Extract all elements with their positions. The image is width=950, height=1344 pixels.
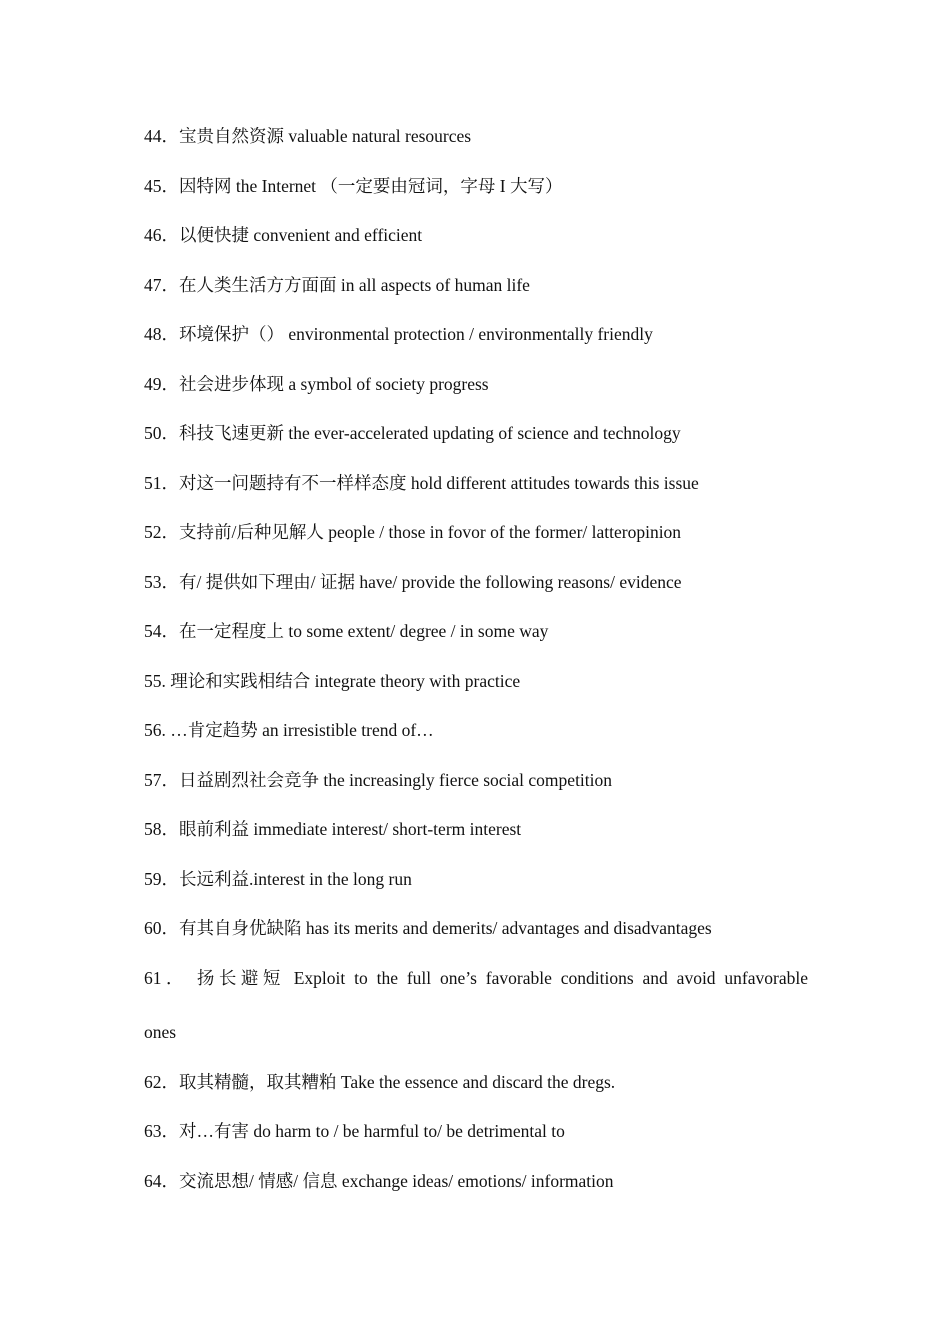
phrase-list bbox=[144, 122, 808, 1216]
list-item-wrapped bbox=[144, 964, 808, 1068]
list-item-line-2: ones bbox=[144, 1021, 177, 1042]
list-item: 56. …肯定趋势 an irresistible trend of… bbox=[144, 720, 434, 740]
list-item: 46．以便快捷 convenient and efficient bbox=[144, 225, 423, 245]
list-item: 58．眼前利益 immediate interest/ short-term interest bbox=[144, 819, 522, 839]
list-item: 52．支持前/后种见解人 people / those in fovor of the former/ latteropinion bbox=[144, 522, 682, 542]
list-item: 45．因特网 the Internet （一定要由冠词，字母 I 大写） bbox=[144, 175, 563, 196]
list-item: 51．对这一问题持有不一样样态度 hold different attitudes towards this issue bbox=[144, 472, 699, 493]
list-item: 47．在人类生活方方面面 in all aspects of human life bbox=[144, 274, 530, 295]
list-item: 54．在一定程度上 to some extent/ degree / in some way bbox=[144, 621, 549, 641]
list-item: 59．长远利益.interest in the long run bbox=[144, 868, 412, 889]
list-item: 44．宝贵自然资源 valuable natural resources bbox=[144, 126, 472, 146]
list-item: 53．有/ 提供如下理由/ 证据 have/ provide the following reasons/ evidence bbox=[144, 571, 682, 592]
list-item: 48．环境保护（） environmental protection / environmentally friendly bbox=[144, 324, 653, 344]
list-item: 64．交流思想/ 情感/ 信息 exchange ideas/ emotions/ information bbox=[144, 1170, 614, 1191]
list-item: 50．科技飞速更新 the ever-accelerated updating of science and technology bbox=[144, 423, 681, 443]
list-item: 57．日益剧烈社会竞争 the increasingly fierce social competition bbox=[144, 769, 613, 790]
list-item: 49．社会进步体现 a symbol of society progress bbox=[144, 373, 489, 394]
list-item: 62．取其精髓，取其糟粕 Take the essence and discard the dregs. bbox=[144, 1071, 616, 1092]
list-item: 63．对…有害 do harm to / be harmful to/ be detrimental to bbox=[144, 1121, 565, 1141]
list-item: 55. 理论和实践相结合 integrate theory with practice bbox=[144, 670, 521, 691]
list-item: 60．有其自身优缺陷 has its merits and demerits/ advantages and disadvantages bbox=[144, 918, 712, 938]
list-item-line-1: 61． 扬长避短 Exploit to the full one’s favorable conditions and avoid unfavorable bbox=[144, 967, 808, 988]
